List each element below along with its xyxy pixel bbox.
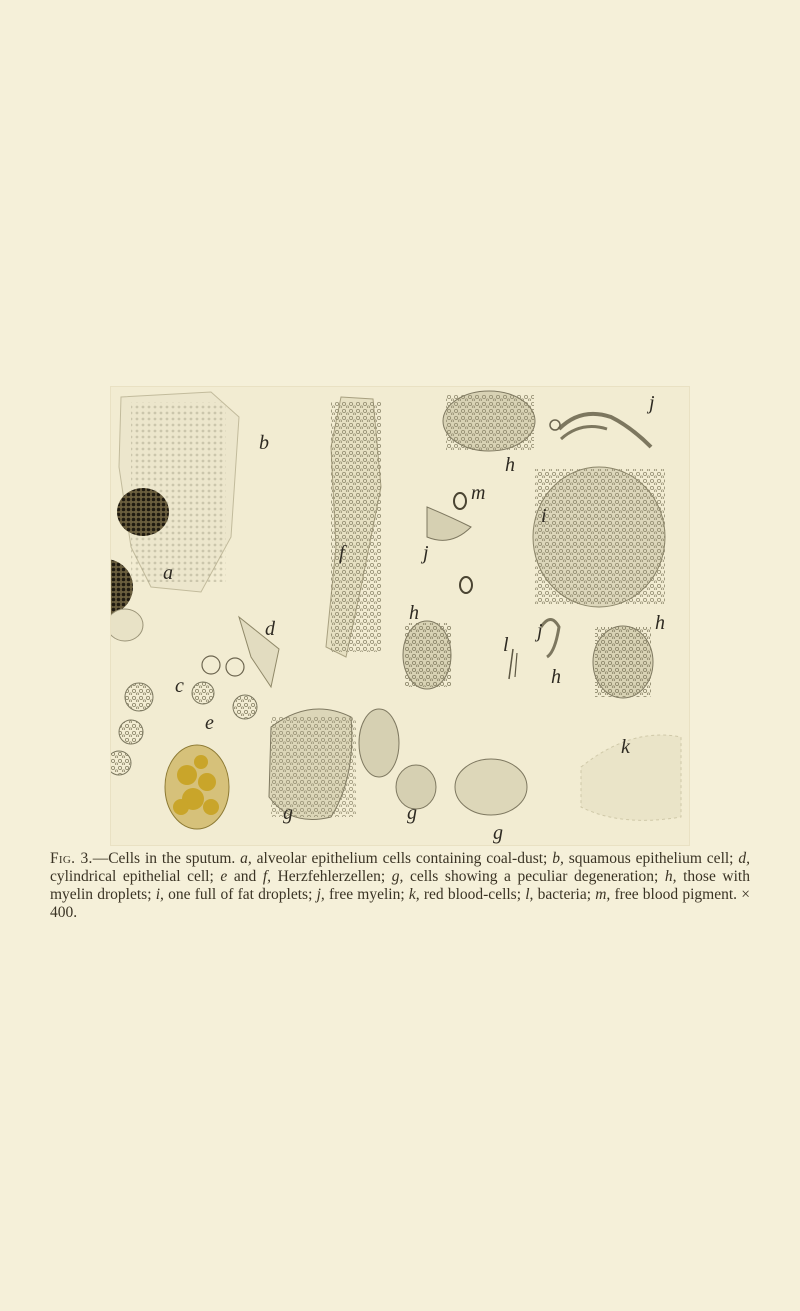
caption-key-h: h, bbox=[664, 868, 677, 885]
degenerating-cells-g bbox=[269, 709, 527, 820]
label-b: b bbox=[259, 432, 269, 454]
label-h-1: h bbox=[505, 454, 515, 476]
caption-desc-a: alveolar epithelium cells containing coal-dust; bbox=[251, 850, 553, 867]
label-i: i bbox=[541, 505, 547, 527]
herzfehlerzellen-f bbox=[326, 397, 381, 657]
caption-desc-j: free myelin; bbox=[324, 886, 409, 903]
caption-desc-f: Herzfehlerzellen; bbox=[271, 868, 392, 885]
label-h-3: h bbox=[551, 666, 561, 688]
label-f: f bbox=[339, 542, 345, 564]
fat-droplet-cell-i bbox=[165, 745, 229, 829]
label-h-4: h bbox=[655, 612, 665, 634]
caption-key-j: j, bbox=[316, 886, 325, 903]
label-m: m bbox=[471, 482, 486, 504]
red-blood-cells-k bbox=[581, 735, 681, 820]
figure-plate bbox=[110, 386, 690, 846]
granular-cell-large bbox=[533, 467, 665, 607]
label-h-2: h bbox=[409, 602, 419, 624]
caption-key-m: m, bbox=[595, 886, 611, 903]
caption-key-g: g, bbox=[391, 868, 404, 885]
label-d: d bbox=[265, 618, 275, 640]
label-j-2: j bbox=[423, 542, 429, 564]
label-j-1: j bbox=[649, 392, 655, 414]
free-pigment-m bbox=[427, 493, 472, 593]
label-j-3: j bbox=[537, 620, 543, 642]
bacteria-l bbox=[509, 649, 517, 679]
caption-desc-k: red blood-cells; bbox=[419, 886, 526, 903]
caption-key-e: e bbox=[220, 868, 228, 885]
figure-number: Fig. 3. bbox=[50, 850, 93, 867]
caption-desc-d: cylindrical epithelial cell; bbox=[50, 868, 221, 885]
caption-desc-l: bacteria; bbox=[533, 886, 596, 903]
caption-text: —Cells in the sputum. bbox=[92, 850, 241, 867]
caption-desc-g: cells showing a peculiar degeneration; bbox=[403, 868, 665, 885]
sputum-illustration bbox=[111, 387, 689, 845]
caption-key-f: f, bbox=[262, 868, 271, 885]
caption-desc-b: squamous epithelium cell; bbox=[563, 850, 739, 867]
label-g-2: g bbox=[407, 802, 417, 824]
label-a: a bbox=[163, 562, 173, 584]
label-c: c bbox=[175, 675, 184, 697]
caption-desc-m: free blood pigment. bbox=[610, 886, 742, 903]
caption-key-a: a, bbox=[240, 850, 252, 867]
caption-key-d: d, bbox=[738, 850, 750, 867]
caption-key-l: l, bbox=[525, 886, 534, 903]
caption-key-b: b, bbox=[552, 850, 564, 867]
magnification: × 400. bbox=[50, 886, 750, 921]
caption-and: and bbox=[227, 868, 263, 885]
label-e: e bbox=[205, 712, 214, 734]
caption-key-k: k, bbox=[408, 886, 420, 903]
label-k: k bbox=[621, 736, 630, 758]
label-g-3: g bbox=[493, 822, 503, 844]
figure-caption bbox=[50, 850, 750, 922]
caption-desc-i: one full of fat droplets; bbox=[163, 886, 317, 903]
caption-key-i: i, bbox=[155, 886, 164, 903]
label-l: l bbox=[503, 634, 509, 656]
caption-desc-h: those with myelin droplets; bbox=[50, 868, 750, 903]
label-g-1: g bbox=[283, 802, 293, 824]
